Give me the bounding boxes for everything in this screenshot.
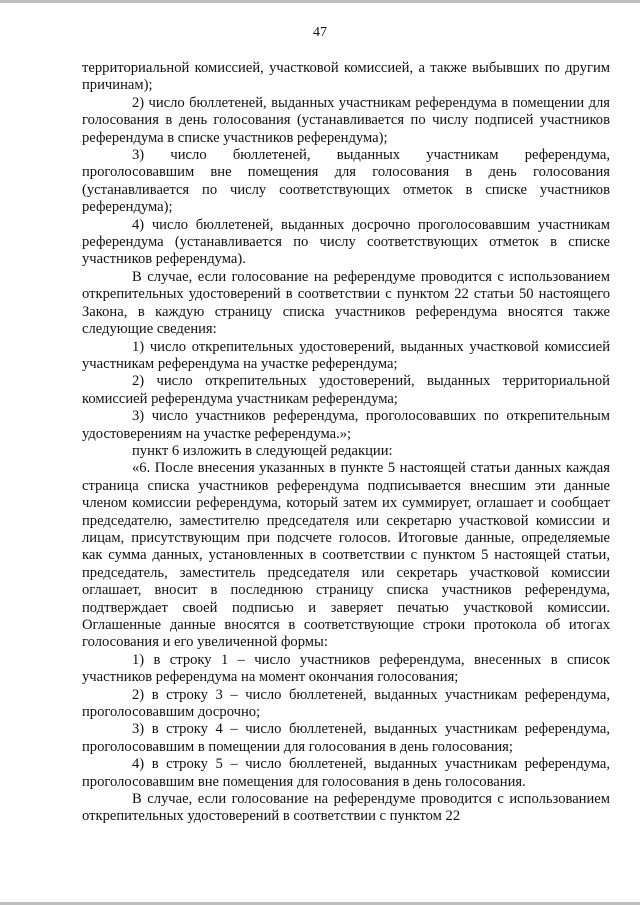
- paragraph-0: территориальной комиссией, участковой комиссией, а также выбывших по другим причинам);: [82, 60, 610, 94]
- paragraph-13: 4) в строку 5 – число бюллетеней, выданных участникам референдума, проголосовавшим вне помещения для голосования в день голосования.: [82, 756, 610, 790]
- paragraph-1: 2) число бюллетеней, выданных участникам референдума в помещении для голосования в день голосования (устанавливается по числу подписей участников референдума в списке участников референдума);: [82, 94, 610, 146]
- paragraph-4: В случае, если голосование на референдуме проводится с использованием открепительных удостоверений в соответствии с пунктом 22 статьи 50 настоящего Закона, в каждую страницу списка участников референдума вносятся также следующие сведения:: [82, 268, 610, 338]
- paragraph-11: 2) в строку 3 – число бюллетеней, выданных участникам референдума, проголосовавшим досрочно;: [82, 686, 610, 721]
- paragraph-2: 3) число бюллетеней, выданных участникам референдума, проголосовавшим вне помещения для голосования в день голосования (устанавливается по числу соответствующих отметок в списке участников референдума);: [82, 147, 610, 216]
- paragraph-12: 3) в строку 4 – число бюллетеней, выданных участникам референдума, проголосовавшим в помещении для голосования в день голосования;: [82, 721, 610, 755]
- paragraph-7: 3) число участников референдума, проголосовавших по открепительным удостоверениям на участке референдума.»;: [82, 408, 610, 442]
- document-body: [82, 60, 610, 826]
- scan-top-edge: [0, 0, 640, 3]
- page-number: 47: [313, 25, 327, 40]
- paragraph-6: 2) число открепительных удостоверений, выданных территориальной комиссией референдума участникам референдума;: [82, 373, 610, 407]
- paragraph-14: В случае, если голосование на референдуме проводится с использованием открепительных удостоверений в соответствии с пунктом 22: [82, 791, 610, 825]
- paragraph-9: «6. После внесения указанных в пункте 5 настоящей статьи данных каждая страница списка участников референдума подписывается внесшим эти данные членом комиссии референдума, который затем их суммирует, оглашает и сообщает председателю, заместителю председателя или секретарю участковой комиссии и лицам, присутствующим при подсчете голосов. Итоговые данные, определяемые как сумма данных, установленных в соответствии с пунктом 5 настоящей статьи, председатель, заместитель председателя или секретарь участковой комиссии оглашает, вносит в последнюю страницу списка участников референдума, подтверждает своей подписью и заверяет печатью участковой комиссии. Оглашенные данные вносятся в соответствующие строки протокола об итогах голосования и его увеличенной формы:: [82, 460, 610, 651]
- paragraph-3: 4) число бюллетеней, выданных досрочно проголосовавшим участникам референдума (устанавливается по числу соответствующих отметок в списке участников референдума).: [82, 216, 610, 268]
- paragraph-5: 1) число открепительных удостоверений, выданных участковой комиссией участникам референдума на участке референдума;: [82, 338, 610, 372]
- paragraph-10: 1) в строку 1 – число участников референдума, внесенных в список участников референдума на момент окончания голосования;: [82, 651, 610, 686]
- paragraph-8: пункт 6 изложить в следующей редакции:: [132, 442, 393, 459]
